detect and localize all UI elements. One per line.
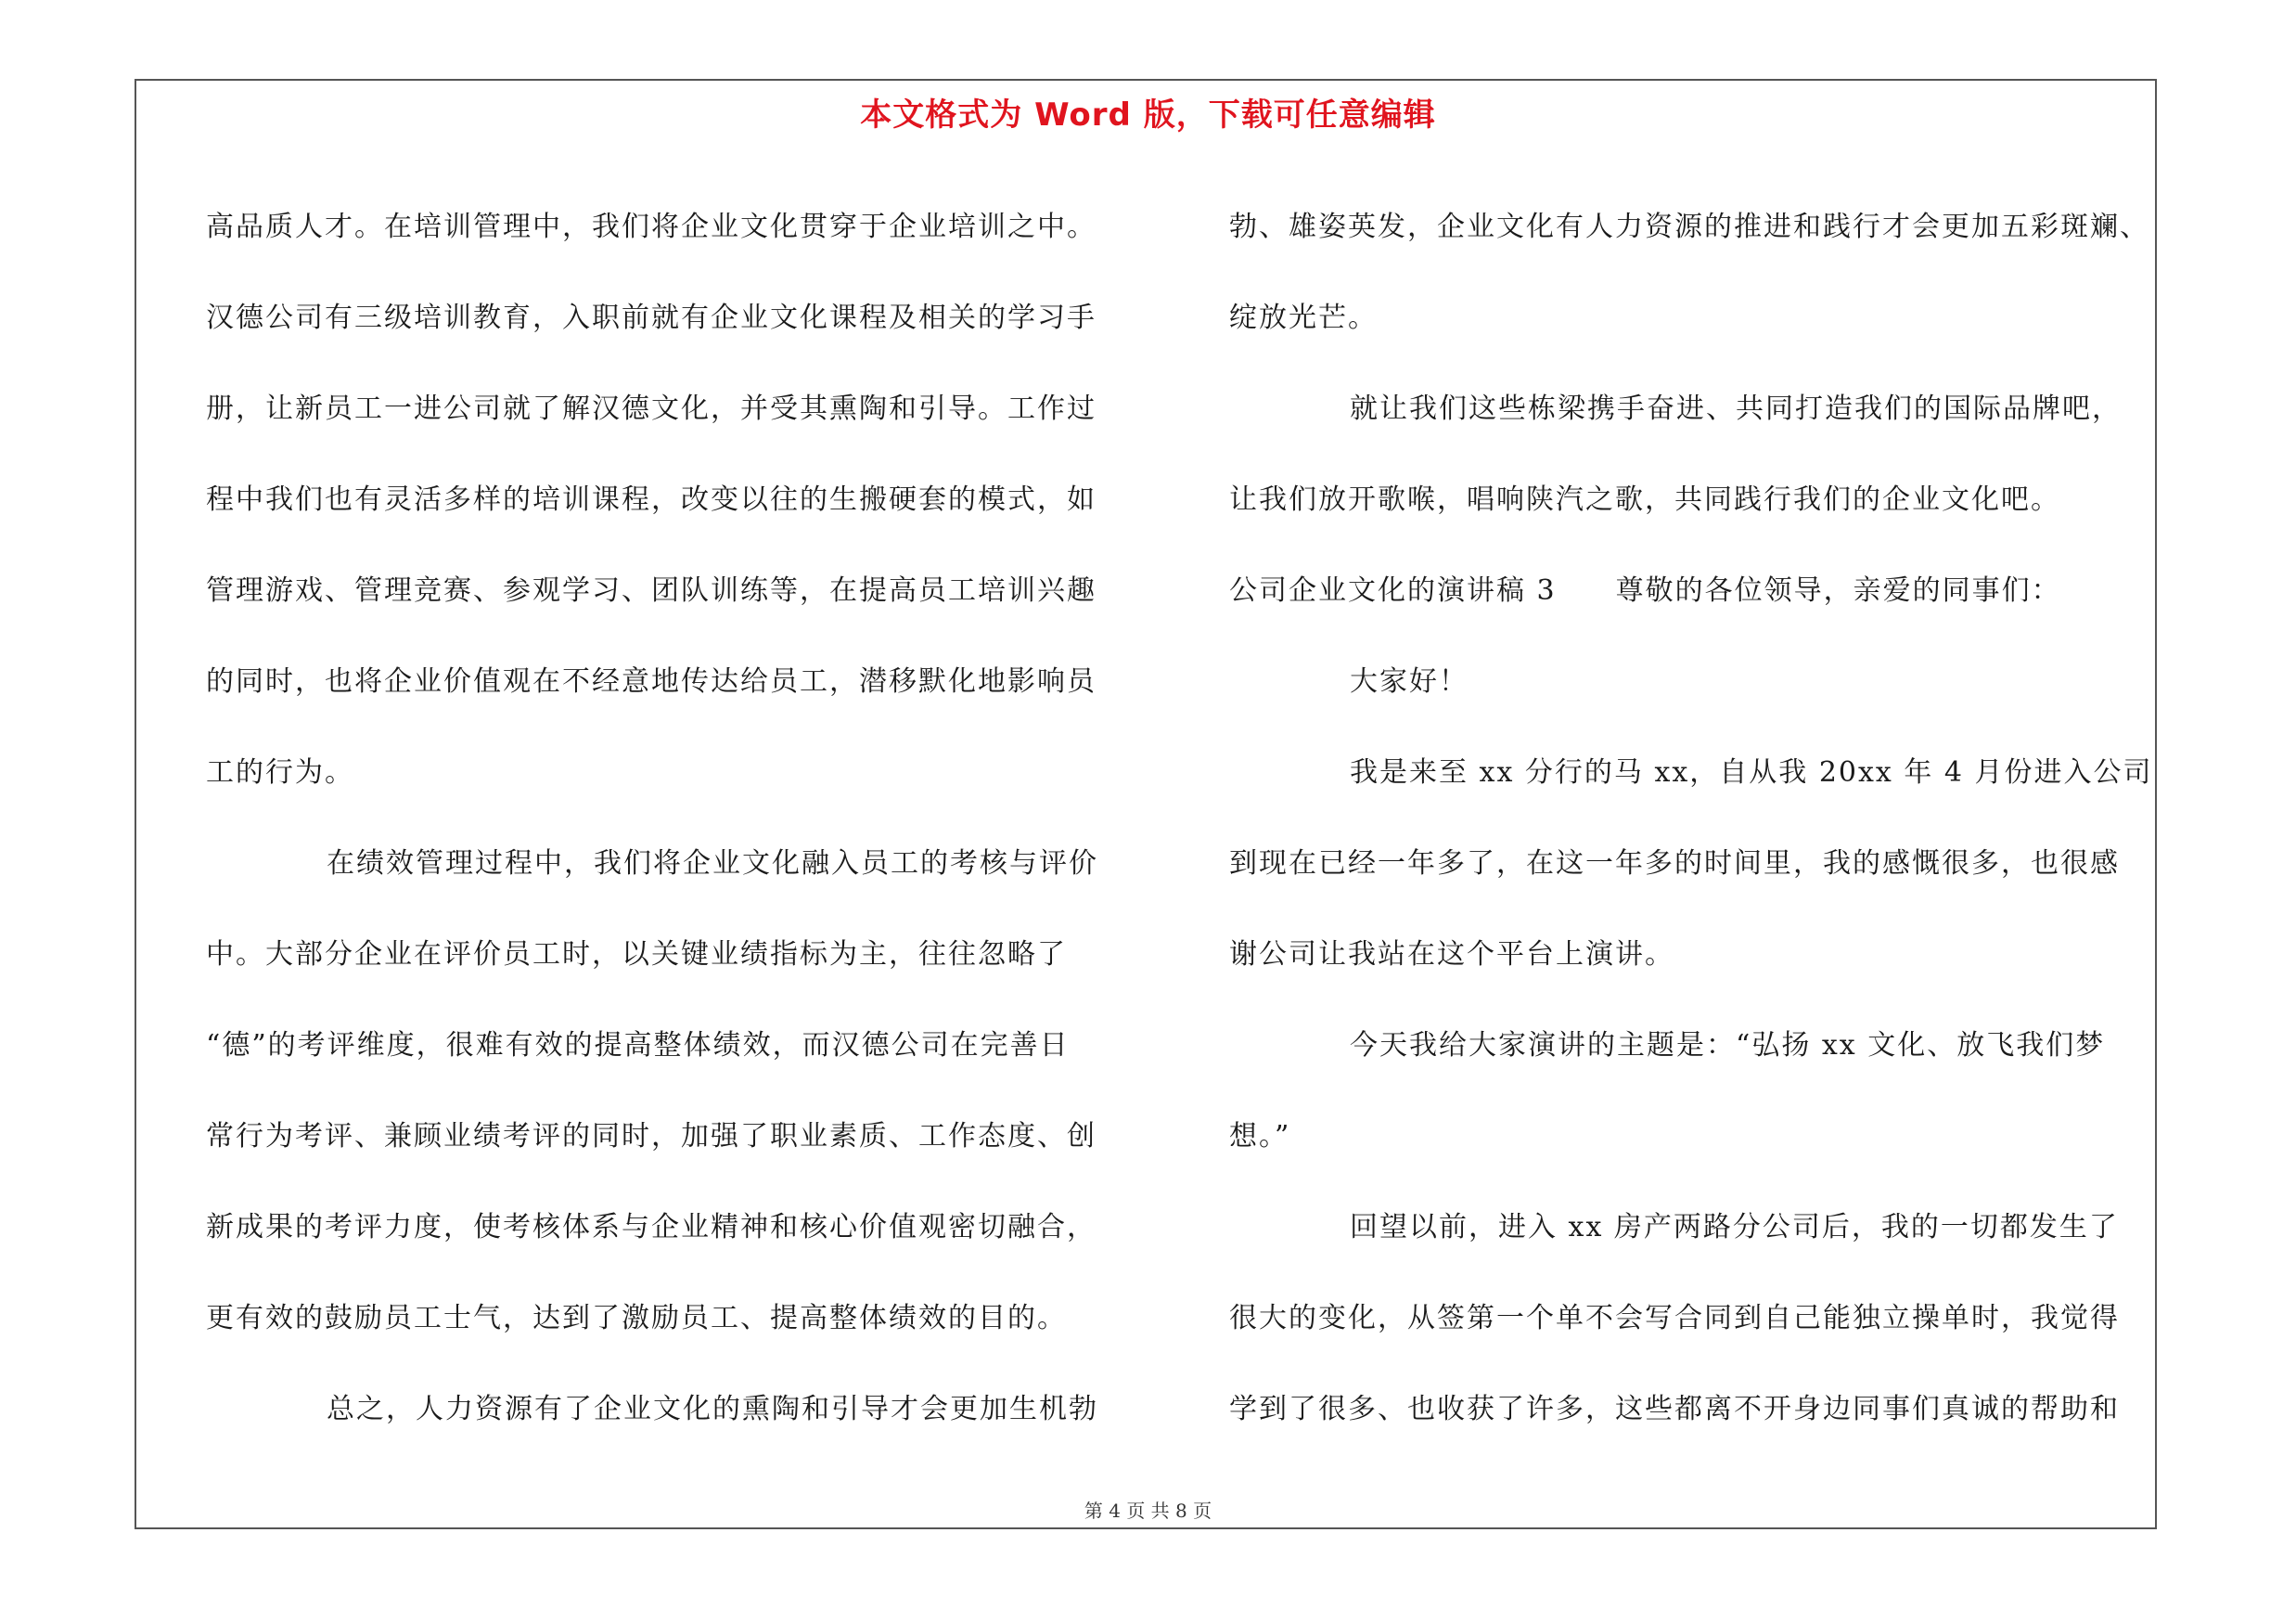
paragraph-line: “德”的考评维度，很难有效的提高整体绩效，而汉德公司在完善日 bbox=[206, 1029, 1070, 1062]
paragraph-line: 到现在已经一年多了，在这一年多的时间里，我的感慨很多，也很感 bbox=[1229, 847, 2120, 880]
speech-title: 公司企业文化的演讲稿 3 bbox=[1229, 574, 1557, 607]
paragraph-line: 高品质人才。在培训管理中，我们将企业文化贯穿于企业培训之中。 bbox=[206, 211, 1097, 243]
paragraph-line: 更有效的鼓励员工士气，达到了激励员工、提高整体绩效的目的。 bbox=[206, 1302, 1067, 1334]
paragraph-line: 大家好！ bbox=[1350, 665, 1469, 698]
paragraph-line: 程中我们也有灵活多样的培训课程，改变以往的生搬硬套的模式，如 bbox=[206, 483, 1097, 516]
speech-heading-line bbox=[1229, 546, 2157, 637]
right-column bbox=[1229, 182, 2157, 1455]
paragraph-line: 在绩效管理过程中，我们将企业文化融入员工的考核与评价 bbox=[327, 847, 1098, 880]
paragraph-line: 勃、雄姿英发，企业文化有人力资源的推进和践行才会更加五彩斑斓、 bbox=[1229, 211, 2149, 243]
left-column bbox=[206, 182, 1143, 1455]
paragraph-line: 的同时，也将企业价值观在不经意地传达给员工，潜移默化地影响员 bbox=[206, 665, 1097, 698]
paragraph-line: 很大的变化，从签第一个单不会写合同到自己能独立操单时，我觉得 bbox=[1229, 1302, 2120, 1334]
paragraph-line: 管理游戏、管理竞赛、参观学习、团队训练等，在提高员工培训兴趣 bbox=[206, 574, 1097, 607]
paragraph-line: 回望以前，进入 xx 房产两路分公司后，我的一切都发生了 bbox=[1350, 1211, 2119, 1243]
format-banner: 本文格式为 Word 版，下载可任意编辑 bbox=[860, 97, 1436, 134]
paragraph-line: 学到了很多、也收获了许多，这些都离不开身边同事们真诚的帮助和 bbox=[1229, 1393, 2120, 1425]
paragraph-line: 谢公司让我站在这个平台上演讲。 bbox=[1229, 938, 1674, 971]
paragraph-line: 常行为考评、兼顾业绩考评的同时，加强了职业素质、工作态度、创 bbox=[206, 1120, 1097, 1153]
paragraph-line: 总之，人力资源有了企业文化的熏陶和引导才会更加生机勃 bbox=[327, 1393, 1098, 1425]
paragraph-line: 让我们放开歌喉，唱响陕汽之歌，共同践行我们的企业文化吧。 bbox=[1229, 483, 2060, 516]
paragraph-line: 就让我们这些栋梁携手奋进、共同打造我们的国际品牌吧， bbox=[1350, 393, 2122, 425]
paragraph-line: 绽放光芒。 bbox=[1229, 302, 1378, 334]
paragraph-line: 中。大部分企业在评价员工时，以关键业绩指标为主，往往忽略了 bbox=[206, 938, 1067, 971]
paragraph-line: 今天我给大家演讲的主题是：“弘扬 xx 文化、放飞我们梦 bbox=[1350, 1029, 2106, 1062]
page-number: 第 4 页 共 8 页 bbox=[1084, 1500, 1212, 1522]
speech-salutation: 尊敬的各位领导，亲爱的同事们： bbox=[1615, 574, 2061, 607]
paragraph-line: 工的行为。 bbox=[206, 756, 354, 789]
paragraph-line: 册，让新员工一进公司就了解汉德文化，并受其熏陶和引导。工作过 bbox=[206, 393, 1097, 425]
paragraph-line: 想。” bbox=[1229, 1120, 1291, 1153]
paragraph-line: 我是来至 xx 分行的马 xx，自从我 20xx 年 4 月份进入公司 bbox=[1350, 756, 2153, 789]
paragraph-line: 新成果的考评力度，使考核体系与企业精神和核心价值观密切融合， bbox=[206, 1211, 1097, 1243]
paragraph-line: 汉德公司有三级培训教育，入职前就有企业文化课程及相关的学习手 bbox=[206, 302, 1097, 334]
